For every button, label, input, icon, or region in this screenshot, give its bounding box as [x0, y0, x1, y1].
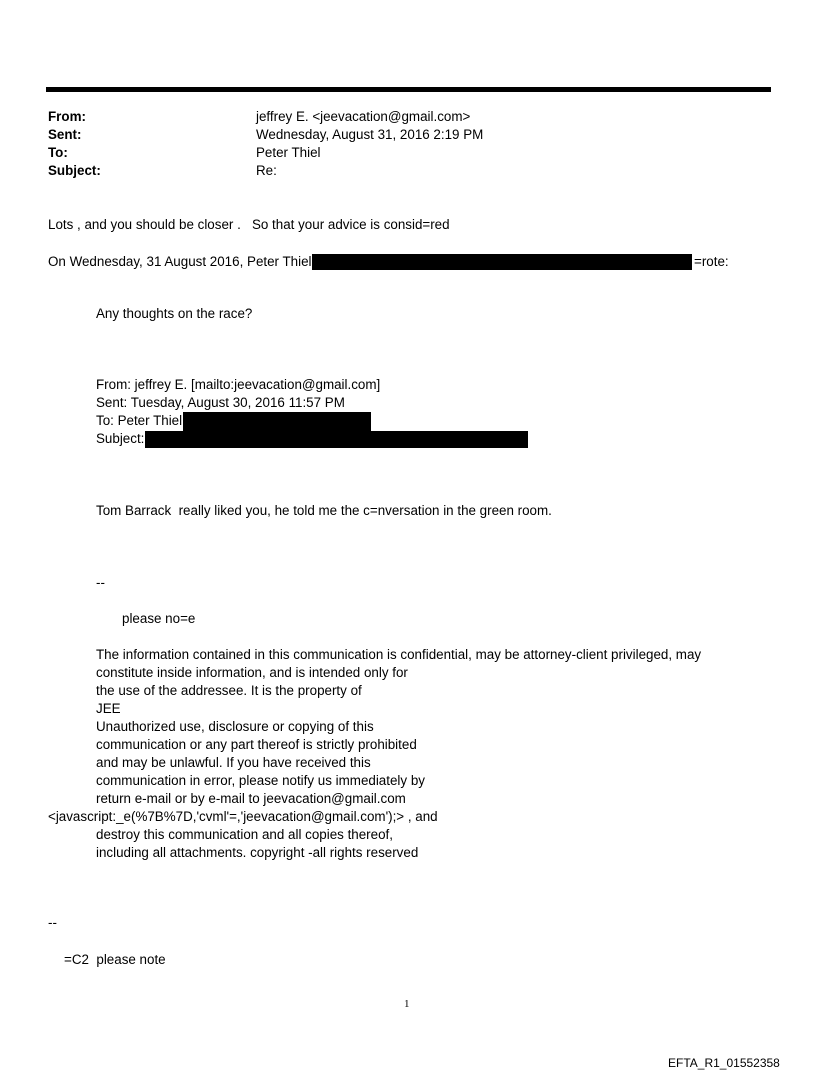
signature-dashes: -- [96, 575, 105, 590]
disclaimer-line: The information contained in this communication is confidential, may be attorney-client privileged, may [96, 647, 702, 662]
fwd-message: Tom Barrack really liked you, he told me the c=nversation in the green room. [96, 503, 552, 518]
signature-note: please no=e [122, 611, 196, 626]
header-rule [46, 87, 771, 92]
quote-intro-start: On Wednesday, 31 August 2016, Peter Thiel [48, 254, 312, 269]
redaction-to [183, 412, 371, 431]
redaction-email [312, 254, 692, 270]
page-number: 1 [404, 998, 410, 1010]
disclaimer-line: return e-mail or by e-mail to jeevacation@gmail.com [96, 791, 406, 806]
quote-intro-end: =rote: [694, 254, 729, 269]
sent-label: Sent: [48, 127, 82, 142]
fwd-to: To: Peter Thiel [96, 413, 183, 428]
fwd-subject: Subject: [96, 431, 145, 446]
question-text: Any thoughts on the race? [96, 306, 253, 321]
fwd-sent: Sent: Tuesday, August 30, 2016 11:57 PM [96, 395, 345, 410]
from-value: jeffrey E. <jeevacation@gmail.com> [256, 109, 471, 124]
reply-text: Lots , and you should be closer . So that your advice is consid=red [48, 217, 450, 232]
disclaimer-line: constitute inside information, and is intended only for [96, 665, 408, 680]
disclaimer-line: destroy this communication and all copies thereof, [96, 827, 393, 842]
document-id: EFTA_R1_01552358 [668, 1056, 780, 1070]
to-value: Peter Thiel [256, 145, 321, 160]
sent-value: Wednesday, August 31, 2016 2:19 PM [256, 127, 484, 142]
disclaimer-line: including all attachments. copyright -all rights reserved [96, 845, 419, 860]
fwd-from: From: jeffrey E. [mailto:jeevacation@gmail.com] [96, 377, 381, 392]
disclaimer-line: Unauthorized use, disclosure or copying of this [96, 719, 374, 734]
disclaimer-line: communication in error, please notify us immediately by [96, 773, 425, 788]
disclaimer-line: JEE [96, 701, 121, 716]
subject-label: Subject: [48, 163, 101, 178]
bottom-dashes: -- [48, 915, 57, 930]
disclaimer-line: and may be unlawful. If you have received this [96, 755, 371, 770]
bottom-note: =C2 please note [64, 952, 166, 967]
javascript-line: <javascript:_e(%7B%7D,'cvml'=,'jeevacation@gmail.com');> , and [48, 809, 438, 824]
redaction-subject [145, 431, 528, 448]
from-label: From: [48, 109, 86, 124]
disclaimer-line: communication or any part thereof is strictly prohibited [96, 737, 417, 752]
disclaimer-line: the use of the addressee. It is the property of [96, 683, 362, 698]
subject-value: Re: [256, 163, 277, 178]
to-label: To: [48, 145, 68, 160]
